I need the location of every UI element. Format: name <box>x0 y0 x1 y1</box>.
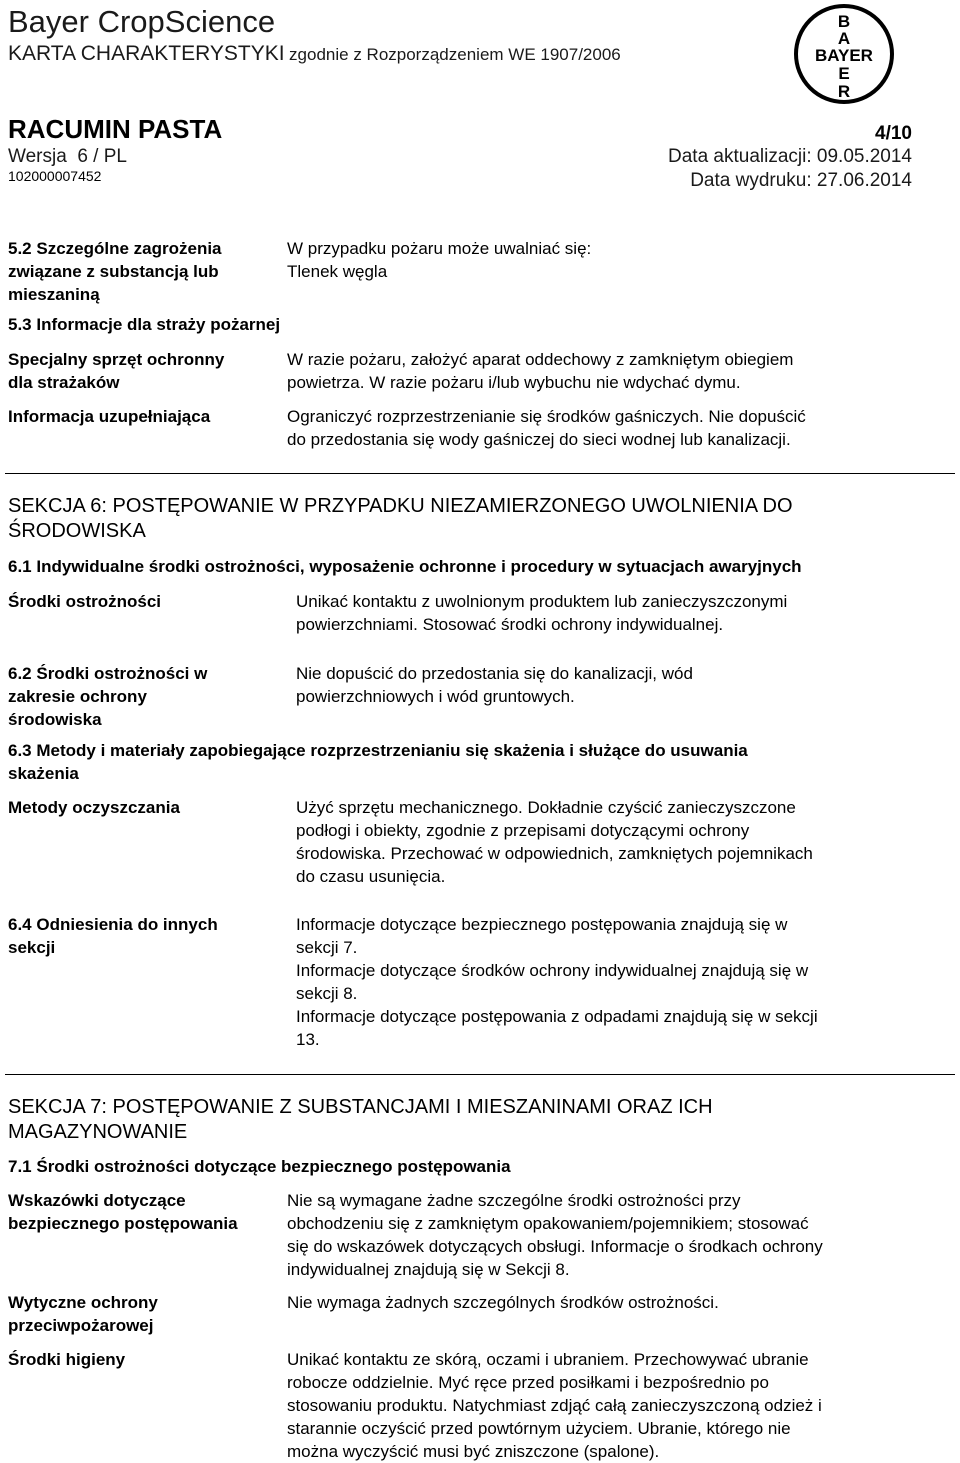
additional-info-label: Informacja uzupełniająca <box>8 407 211 426</box>
hygiene-measures-text: Unikać kontaktu ze skórą, oczami i ubraniem. Przechowywać ubranie robocze oddzielnie. Myć ręce przed posiłkami i bezpośrednio po stosowaniu produktu. Natychmiast zdjąć całą zanieczyszczoną odzież i starannie oczyścić przed powtórnym użyciem. Ubranie, którego nie można wyczyścić musi być zniszczone (spalone). <box>287 1350 822 1461</box>
precautions-text: Unikać kontaktu z uwolnionym produktem lub zanieczyszczonymi powierzchniami. Stosować środki ochrony indywidualnej. <box>296 592 788 634</box>
cleanup-methods-text: Użyć sprzętu mechanicznego. Dokładnie czyścić zanieczyszczone podłogi i obiekty, zgodnie z przepisami dotyczącymi ochrony środowiska. Przechować w odpowiednich, zamkniętych pojemnikach do czasu usunięcia. <box>296 798 813 886</box>
hygiene-measures-label: Środki higieny <box>8 1350 126 1369</box>
section-6-2-text: Nie dopuścić do przedostania się do kanalizacji, wód powierzchniowych i wód gruntowych. <box>296 664 693 706</box>
document-title-main: KARTA CHARAKTERYSTYKI <box>8 42 285 65</box>
svg-text:R: R <box>837 82 851 101</box>
section-6-4-label: 6.4 Odniesienia do innych sekcji <box>8 915 218 957</box>
section-6-2-label: 6.2 Środki ostrożności w zakresie ochrony środowiska <box>8 664 208 729</box>
section-5-2-text: W przypadku pożaru może uwalniać się: Tlenek węgla <box>287 239 592 281</box>
svg-text:B: B <box>837 12 851 31</box>
section-7-title: SEKCJA 7: POSTĘPOWANIE Z SUBSTANCJAMI I MIESZANINAMI ORAZ ICH MAGAZYNOWANIE <box>8 1096 713 1143</box>
page-number: 4/10 <box>875 123 912 144</box>
section-6-3-heading: 6.3 Metody i materiały zapobiegające rozprzestrzenianiu się skażenia i służące do usuwania skażenia <box>8 741 748 783</box>
fire-protection-label: Wytyczne ochrony przeciwpożarowej <box>8 1293 158 1335</box>
bayer-cross-logo <box>792 2 896 106</box>
fire-protection-text: Nie wymaga żadnych szczególnych środków ostrożności. <box>287 1293 719 1312</box>
section-5-2-label: 5.2 Szczególne zagrożenia związane z substancją lub mieszaniną <box>8 239 222 304</box>
company-name: Bayer CropScience <box>8 4 276 39</box>
section-5-3-heading: 5.3 Informacje dla straży pożarnej <box>8 315 281 334</box>
svg-text:A: A <box>837 29 851 48</box>
additional-info-text: Ograniczyć rozprzestrzenianie się środków gaśniczych. Nie dopuścić do przedostania się wody gaśniczej do sieci wodnej lub kanalizacji. <box>287 407 806 449</box>
document-title-regulation: zgodnie z Rozporządzeniem WE 1907/2006 <box>289 45 621 64</box>
section-6-1-heading: 6.1 Indywidualne środki ostrożności, wyposażenie ochronne i procedury w sytuacjach awaryjnych <box>8 557 802 576</box>
section-divider <box>5 1074 955 1075</box>
version: Wersja 6 / PL <box>8 146 127 167</box>
svg-text:BAYER: BAYER <box>815 46 873 65</box>
document-title <box>8 42 621 66</box>
document-number: 102000007452 <box>8 168 102 184</box>
svg-text:E: E <box>838 64 850 83</box>
update-date: Data aktualizacji: 09.05.2014 <box>668 146 912 167</box>
firefighter-equipment-label: Specjalny sprzęt ochronny dla strażaków <box>8 350 225 392</box>
section-7-1-heading: 7.1 Środki ostrożności dotyczące bezpiecznego postępowania <box>8 1157 511 1176</box>
section-6-title: SEKCJA 6: POSTĘPOWANIE W PRZYPADKU NIEZAMIERZONEGO UWOLNIENIA DO ŚRODOWISKA <box>8 495 793 542</box>
precautions-label: Środki ostrożności <box>8 592 162 611</box>
print-date: Data wydruku: 27.06.2014 <box>690 170 912 191</box>
section-6-4-text: Informacje dotyczące bezpiecznego postępowania znajdują się w sekcji 7. Informacje dotyczące środków ochrony indywidualnej znajdują się w sekcji 8. Informacje dotyczące postępowania z odpadami znajdują się w sekcji 13. <box>296 915 818 1049</box>
safe-handling-label: Wskazówki dotyczące bezpiecznego postępowania <box>8 1191 238 1233</box>
firefighter-equipment-text: W razie pożaru, założyć aparat oddechowy z zamkniętym obiegiem powietrza. W razie pożaru i/lub wybuchu nie wdychać dymu. <box>287 350 794 392</box>
section-divider <box>5 473 955 474</box>
safe-handling-text: Nie są wymagane żadne szczególne środki ostrożności przy obchodzeniu się z zamkniętym opakowaniem/pojemnikiem; stosować się do wskazówek dotyczących obsługi. Informacje o środkach ochrony indywidualnej znajdują się w Sekcji 8. <box>287 1191 823 1279</box>
product-name: RACUMIN PASTA <box>8 114 223 144</box>
cleanup-methods-label: Metody oczyszczania <box>8 798 180 817</box>
